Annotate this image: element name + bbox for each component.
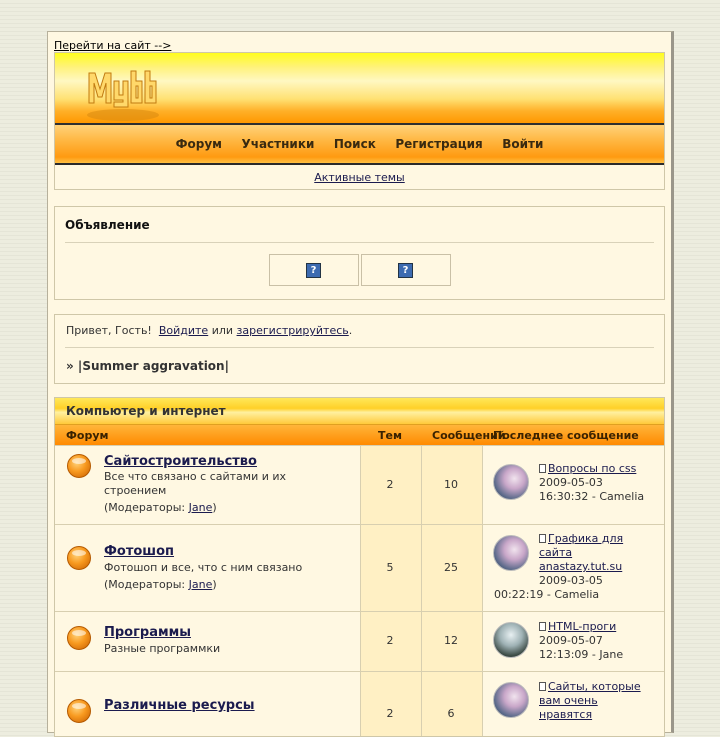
forum-link[interactable]: Сайтостроительство — [104, 454, 257, 469]
document-icon — [539, 534, 546, 543]
forum-description: Все что связано с сайтами и их строением — [104, 470, 287, 497]
welcome-line — [66, 324, 352, 337]
last-post-info — [539, 532, 623, 588]
forum-moderators — [104, 578, 217, 591]
last-post-date: 2009-05-03 — [539, 476, 603, 489]
topics-cell — [360, 672, 421, 737]
announcement-title: Объявление — [65, 218, 150, 232]
skip-to-site-link[interactable]: Перейти на сайт --> — [54, 39, 172, 52]
category-title[interactable]: Компьютер и интернет — [55, 398, 664, 425]
broken-image-icon: ? — [398, 263, 413, 278]
last-post-title-line: anastazy.tut.su — [539, 560, 623, 573]
welcome-panel — [54, 314, 665, 384]
post-count: 12 — [444, 634, 458, 647]
nav-members[interactable]: Участники — [241, 137, 315, 151]
table-header — [55, 425, 664, 445]
divider — [65, 242, 654, 243]
last-post-link[interactable] — [539, 532, 623, 573]
main-navigation — [55, 137, 664, 151]
post-count: 25 — [444, 561, 458, 574]
nav-login[interactable]: Войти — [502, 137, 544, 151]
moderators-label: (Модераторы: — [104, 578, 186, 591]
last-post-title-line: Графика для — [548, 532, 624, 545]
nav-forum[interactable]: Форум — [175, 137, 222, 151]
last-post-title-line: Сайты, которые — [548, 680, 641, 693]
register-link[interactable]: зарегистрируйтесь — [236, 324, 349, 337]
last-post-time-user: 12:13:09 - Jane — [539, 648, 624, 661]
forum-status-icon — [67, 546, 91, 570]
active-topics-link[interactable]: Активные темы — [314, 171, 405, 184]
moderators-close: ) — [212, 578, 217, 591]
divider — [65, 347, 654, 348]
forum-link[interactable]: Различные ресурсы — [104, 698, 255, 713]
last-post-date: 2009-03-05 — [539, 574, 603, 587]
topic-count: 2 — [386, 478, 394, 491]
forum-description: Разные программки — [104, 642, 221, 655]
document-icon — [539, 682, 546, 691]
forum-description: Фотошоп и все, что с ним связано — [104, 561, 303, 574]
last-post-link[interactable]: Вопросы по css — [548, 462, 637, 475]
forum-link[interactable]: Фотошоп — [104, 544, 175, 559]
last-post-title-line: вам очень — [539, 694, 598, 707]
moderator-link[interactable]: Jane — [188, 501, 213, 514]
greeting-text: Привет, Гость! — [66, 324, 152, 337]
broken-image-icon: ? — [306, 263, 321, 278]
last-post-date: 2009-05-07 — [539, 634, 603, 647]
page-wrapper — [47, 31, 674, 733]
topic-count: 2 — [386, 634, 394, 647]
mybb-logo[interactable] — [85, 59, 167, 123]
nav-search[interactable]: Поиск — [333, 137, 376, 151]
forum-row-photoshop — [55, 524, 664, 611]
last-post-time-user: 16:30:32 - Camelia — [539, 490, 645, 503]
forum-row-programs — [55, 611, 664, 671]
last-post-title-line: нравятся — [539, 708, 593, 721]
last-post-title-line: сайта — [539, 546, 573, 559]
forum-status-icon — [67, 699, 91, 723]
forum-status-icon — [67, 626, 91, 650]
posts-cell — [421, 672, 482, 737]
post-count: 6 — [447, 707, 455, 720]
post-count: 10 — [444, 478, 458, 491]
last-post-info — [539, 462, 644, 504]
announcement-panel — [54, 206, 665, 300]
announcement-image-2[interactable] — [361, 254, 451, 286]
forum-status-icon — [67, 454, 91, 478]
forum-link[interactable]: Программы — [104, 625, 191, 640]
avatar[interactable] — [493, 464, 529, 500]
nav-register[interactable]: Регистрация — [395, 137, 483, 151]
topic-count: 2 — [386, 707, 394, 720]
breadcrumb: » |Summer aggravation| — [66, 359, 229, 373]
last-post-info — [539, 680, 641, 722]
topic-count: 5 — [386, 561, 394, 574]
last-post-time-user: 00:22:19 - Camelia — [494, 588, 600, 601]
avatar[interactable] — [493, 682, 529, 718]
last-post-link[interactable]: HTML-проги — [548, 620, 617, 633]
col-posts: Сообщений — [432, 429, 506, 442]
login-link[interactable]: Войдите — [158, 324, 209, 337]
forum-moderators — [104, 501, 217, 514]
last-post-link[interactable] — [539, 680, 641, 721]
header-banner — [54, 52, 665, 190]
forum-row-resources — [55, 671, 664, 737]
moderators-label: (Модераторы: — [104, 501, 186, 514]
active-topics-bar — [55, 171, 664, 184]
avatar[interactable] — [493, 535, 529, 571]
moderators-close: ) — [212, 501, 217, 514]
col-forum: Форум — [66, 429, 109, 442]
document-icon — [539, 622, 546, 631]
col-last-post: Последнее сообщение — [493, 429, 639, 442]
document-icon — [539, 464, 546, 473]
period-text: . — [348, 324, 353, 337]
last-post-info — [539, 620, 623, 662]
forum-category-table — [54, 397, 665, 737]
announcement-image-1[interactable] — [269, 254, 359, 286]
col-topics: Тем — [378, 429, 402, 442]
or-text: или — [211, 324, 234, 337]
avatar[interactable] — [493, 622, 529, 658]
moderator-link[interactable]: Jane — [188, 578, 213, 591]
forum-row-web — [55, 445, 664, 524]
